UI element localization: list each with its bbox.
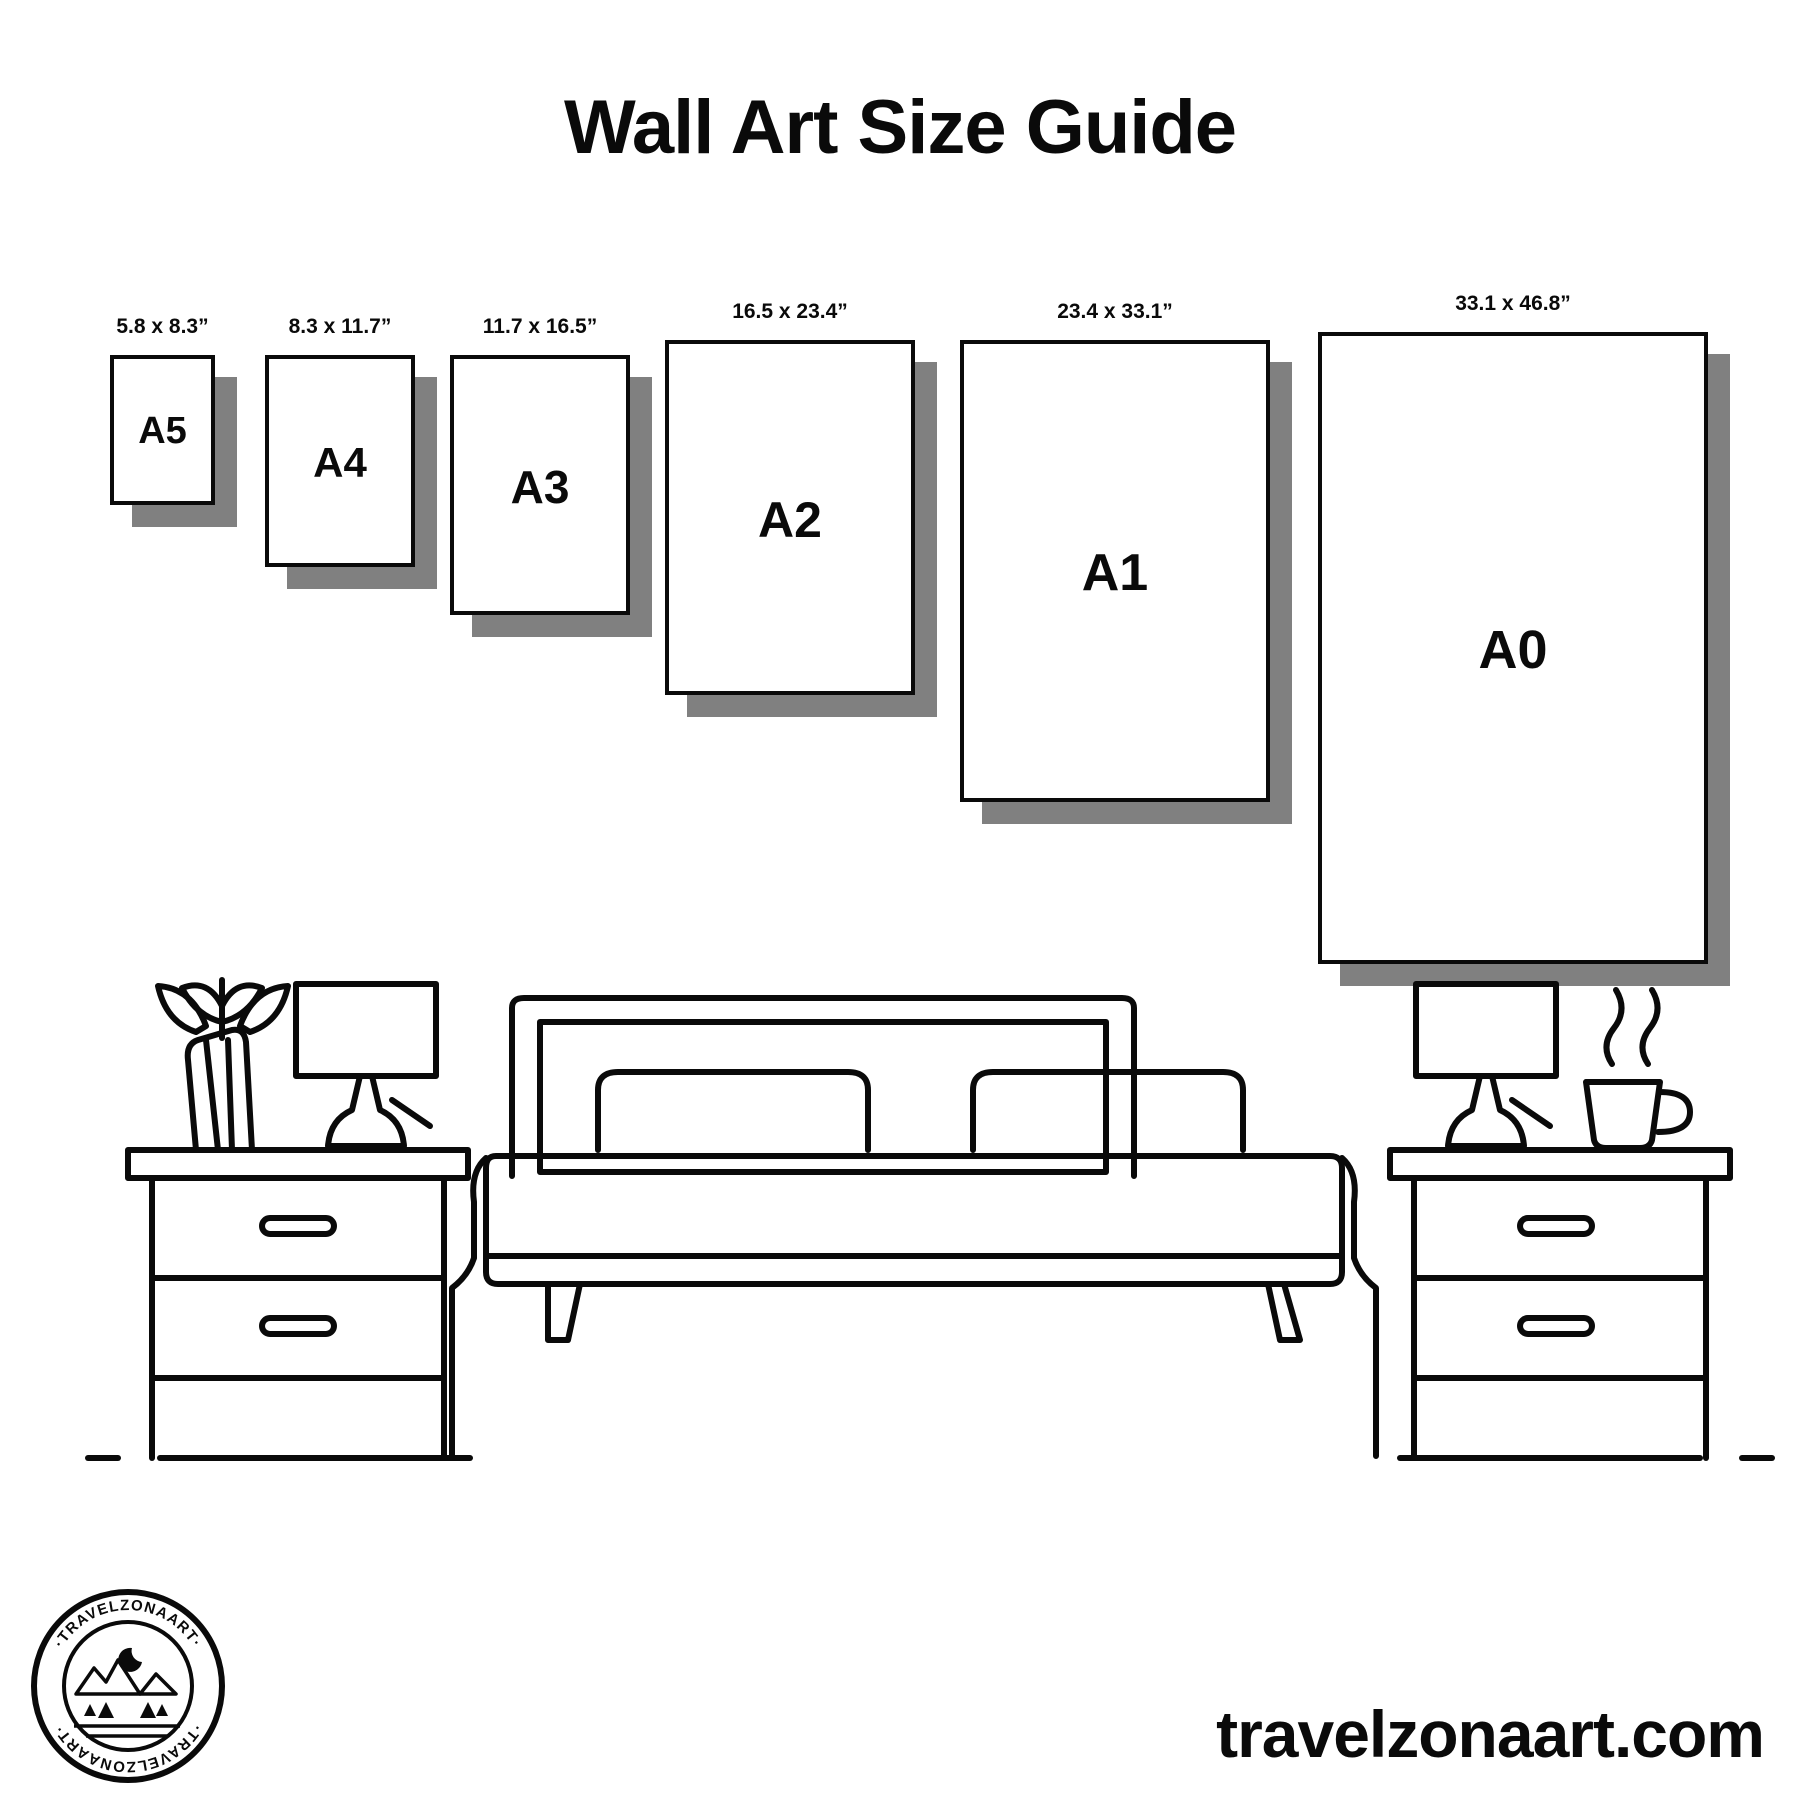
frame-a3[interactable] <box>450 355 630 615</box>
brand-logo <box>28 1586 228 1786</box>
site-url: travelzonaart.com <box>1216 1697 1764 1771</box>
frame-group-a1 <box>960 300 1270 802</box>
frame-group-a5 <box>110 315 215 505</box>
frame-a1[interactable] <box>960 340 1270 802</box>
frame-group-a0 <box>1318 292 1708 964</box>
frame-name-label: A4 <box>313 438 367 486</box>
mountain-moon-forest-badge-icon <box>74 1648 180 1736</box>
frame-dimension-label: 23.4 x 33.1” <box>1057 300 1173 323</box>
frame-group-a4 <box>265 315 415 567</box>
frame-dimension-label: 16.5 x 23.4” <box>732 300 848 323</box>
bedroom-furniture-illustration <box>0 960 1800 1580</box>
frame-a5[interactable] <box>110 355 215 505</box>
left-nightstand <box>128 1150 468 1458</box>
frame-name-label: A1 <box>1081 543 1149 602</box>
coffee-cup <box>1586 990 1690 1148</box>
frame-a4[interactable] <box>265 355 415 567</box>
page-title: Wall Art Size Guide <box>563 85 1237 170</box>
frame-a2[interactable] <box>665 340 915 695</box>
frame-name-label: A0 <box>1478 619 1548 680</box>
right-nightstand <box>1390 1150 1730 1458</box>
logo-text-outer: ·TRAVELZONAART· <box>50 1596 206 1651</box>
frame-a0[interactable] <box>1318 332 1708 964</box>
furniture-svg <box>0 960 1800 1580</box>
frame-dimension-label: 33.1 x 46.8” <box>1455 292 1571 315</box>
frame-name-label: A5 <box>138 410 187 453</box>
frame-group-a2 <box>665 300 915 695</box>
bed <box>452 998 1376 1456</box>
table-lamp-right <box>1416 984 1556 1146</box>
frame-dimension-label: 8.3 x 11.7” <box>288 315 392 338</box>
table-lamp-left <box>296 984 436 1146</box>
logo-text-inner: ·TRAVELZONAART· <box>50 1721 206 1776</box>
logo-svg <box>28 1586 228 1786</box>
frame-name-label: A2 <box>758 491 822 548</box>
frame-dimension-label: 5.8 x 8.3” <box>116 315 209 338</box>
frame-name-label: A3 <box>510 461 570 514</box>
plant-vase <box>158 980 288 1150</box>
frame-group-a3 <box>450 315 630 615</box>
frame-dimension-label: 11.7 x 16.5” <box>482 315 598 338</box>
